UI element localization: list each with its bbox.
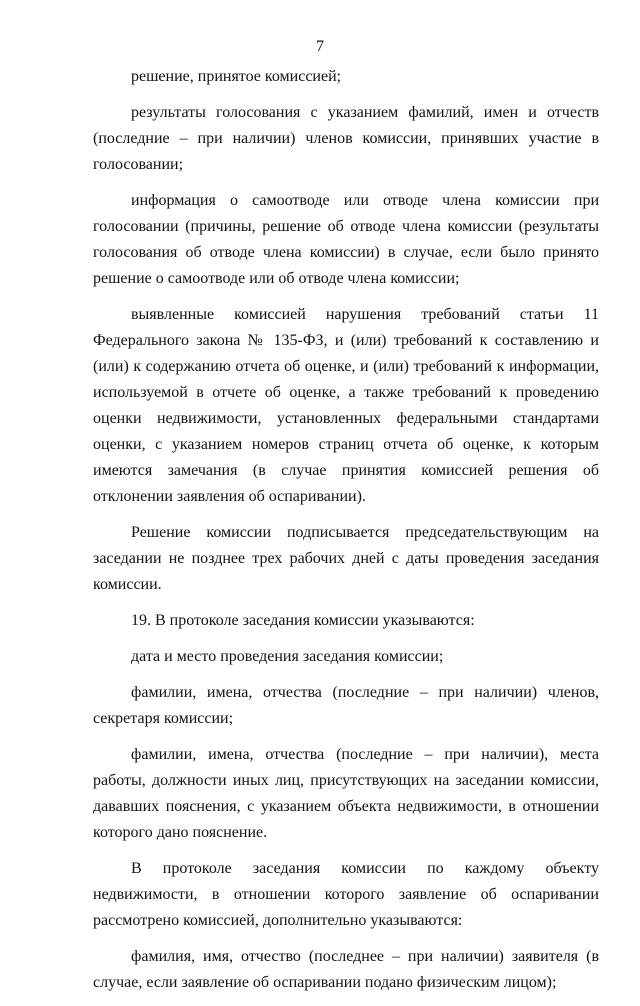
paragraph-section-19: 19. В протоколе заседания комиссии указываются: — [131, 612, 475, 629]
paragraph-violations: выявленные комиссией нарушения требований статьи 11 Федерального закона № 135-ФЗ, и (или) требований к составлению и (или) к содержанию отчета об оценке, и (или) требований к информации, используемой в отчете об оценке, а также требований к проведению оценки недвижимости, установленных федеральными стандартами оценки, с указанием номеров страниц отчета об оценке, к которым имеются замечания (в случае принятия комиссией решения об отклонении заявления об оспаривании). — [93, 306, 599, 505]
paragraph-date-place: дата и место проведения заседания комиссии; — [131, 648, 444, 665]
paragraph-applicant-name: фамилия, имя, отчество (последнее – при наличии) заявителя (в случае, если заявление об оспаривании подано физическим лицом); — [93, 948, 599, 991]
document-body — [93, 64, 599, 1006]
paragraph-voting-results: результаты голосования с указанием фамилий, имен и отчеств (последние – при наличии) членов комиссии, принявших участие в голосовании; — [93, 104, 599, 173]
paragraph-self-recusal: информация о самоотводе или отводе члена комиссии при голосовании (причины, решение об отводе члена комиссии (результаты голосования об отводе члена комиссии) в случае, если было принято решение о самоотводе или об отводе члена комиссии; — [93, 192, 599, 287]
paragraph-signing: Решение комиссии подписывается председательствующим на заседании не позднее трех рабочих дней с даты проведения заседания комиссии. — [93, 524, 599, 593]
paragraph-members-names: фамилии, имена, отчества (последние – при наличии) членов, секретаря комиссии; — [93, 684, 599, 727]
page-number: 7 — [316, 38, 324, 55]
paragraph-per-object: В протоколе заседания комиссии по каждому объекту недвижимости, в отношении которого заявление об оспаривании рассмотрено комиссией, дополнительно указываются: — [93, 860, 599, 929]
paragraph-other-persons: фамилии, имена, отчества (последние – при наличии), места работы, должности иных лиц, присутствующих на заседании комиссии, дававших пояснения, с указанием объекта недвижимости, в отношении которого дано пояснение. — [93, 746, 599, 841]
paragraph-decision: решение, принятое комиссией; — [131, 68, 342, 85]
